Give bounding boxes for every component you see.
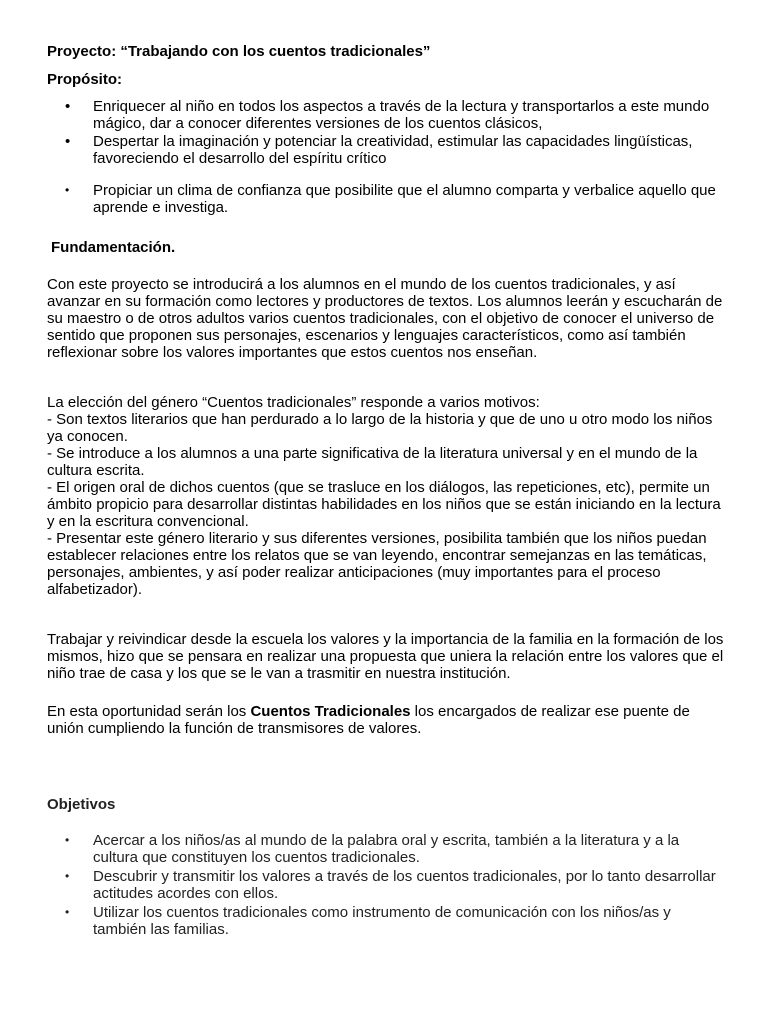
bridge-paragraph: [47, 703, 727, 737]
purpose-item-text: Despertar la imaginación y potenciar la creatividad, estimular las capacidades lingüísticas, favoreciendo el desarrollo del espíritu crítico: [93, 133, 693, 167]
motive-line: - Presentar este género literario y sus diferentes versiones, posibilita también que los niños puedan establecer relaciones entre los relatos que se van leyendo, encontrar semejanzas en las temáticas, personajes, ambientes, y así poder realizar anticipaciones (muy importantes para el proceso alfabetizador).: [47, 530, 707, 598]
objective-item-text: Utilizar los cuentos tradicionales como instrumento de comunicación con los niños/as y también las familias.: [93, 904, 671, 938]
bridge-text-bold: Cuentos Tradicionales: [250, 703, 411, 720]
bullet-icon: •: [65, 133, 71, 150]
purpose-list-continued: [47, 182, 727, 216]
bullet-icon: •: [65, 833, 70, 847]
motives-intro: La elección del género “Cuentos tradicionales” responde a varios motivos:: [47, 394, 540, 411]
motives-block: [47, 394, 727, 598]
bridge-text-before: En esta oportunidad serán los: [47, 703, 251, 720]
bullet-icon: •: [65, 869, 70, 883]
foundation-paragraph: Con este proyecto se introducirá a los alumnos en el mundo de los cuentos tradicionales, y así avanzar en su formación como lectores y productores de textos. Los alumnos leerán y escucharán de su maestro o de otros adultos varios cuentos tradicionales, con el objetivo de conocer el universo de sentido que proponen sus personajes, escenarios y lenguajes característicos, como así también reflexionar sobre los valores importantes que estos cuentos nos enseñan.: [47, 276, 723, 361]
purpose-item-text: Propiciar un clima de confianza que posibilite que el alumno comparta y verbalice aquello que aprende e investiga.: [93, 182, 716, 216]
objectives-list: [47, 832, 727, 938]
bullet-icon: •: [65, 905, 70, 919]
objectives-heading: Objetivos: [47, 796, 116, 813]
objective-item-text: Descubrir y transmitir los valores a través de los cuentos tradicionales, por lo tanto desarrollar actitudes acordes con ellos.: [93, 868, 716, 902]
list-item: [47, 133, 727, 167]
values-paragraph: Trabajar y reivindicar desde la escuela los valores y la importancia de la familia en la formación de los mismos, hizo que se pensara en realizar una propuesta que uniera la relación entre los valores que el niño trae de casa y los que se le van a trasmitir en nuestra institución.: [47, 631, 724, 682]
motive-line: - Son textos literarios que han perdurado a lo largo de la historia y que de uno u otro modo los niños ya conocen.: [47, 411, 713, 445]
purpose-heading: Propósito:: [47, 71, 122, 88]
bridge-text-after: los encargados de realizar ese puente de unión cumpliendo la función de transmisores de valores.: [47, 703, 690, 737]
motive-line: - Se introduce a los alumnos a una parte significativa de la literatura universal y en el mundo de la cultura escrita.: [47, 445, 698, 479]
list-item: [47, 832, 727, 866]
bullet-icon: •: [65, 183, 70, 197]
list-item: [47, 904, 727, 938]
list-item: [47, 98, 727, 132]
motive-line: - El origen oral de dichos cuentos (que se trasluce en los diálogos, las repeticiones, etc), permite un ámbito propicio para desarrollar distintas habilidades en los niños que se están iniciando en la lectura y en la escritura convencional.: [47, 479, 721, 530]
project-title: Proyecto: “Trabajando con los cuentos tradicionales”: [47, 43, 431, 60]
objective-item-text: Acercar a los niños/as al mundo de la palabra oral y escrita, también a la literatura y a la cultura que constituyen los cuentos tradicionales.: [93, 832, 680, 866]
bullet-icon: •: [65, 98, 71, 115]
list-item: [47, 868, 727, 902]
list-item: [47, 182, 727, 216]
foundation-heading: Fundamentación.: [51, 239, 176, 256]
purpose-item-text: Enriquecer al niño en todos los aspectos a través de la lectura y transportarlos a este mundo mágico, dar a conocer diferentes versiones de los cuentos clásicos,: [93, 98, 710, 132]
purpose-list: [47, 98, 727, 167]
